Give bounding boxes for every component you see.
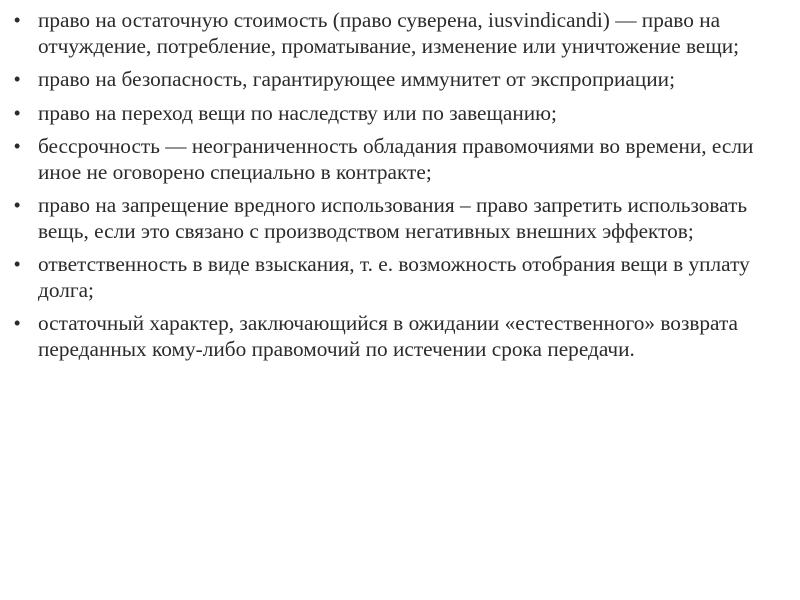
- list-item-text: право на запрещение вредного использования – право запретить использовать вещь, если это связано с производством негативных внешних эффектов;: [38, 193, 748, 243]
- list-item-text: бессрочность — неограниченность обладания правомочиями во времени, если иное не оговорено специально в контракте;: [38, 134, 754, 184]
- bullet-icon: •: [14, 136, 21, 156]
- bullet-icon: •: [14, 102, 21, 123]
- list-item: [14, 134, 789, 185]
- list-item: [14, 311, 789, 362]
- bullet-icon: •: [14, 69, 21, 89]
- bullet-icon: •: [14, 10, 21, 30]
- list-item: [14, 101, 789, 127]
- bullet-icon: •: [14, 254, 21, 274]
- list-item: [14, 252, 789, 303]
- list-item-text: ответственность в виде взыскания, т. е. возможность отобрания вещи в уплату долга;: [38, 252, 750, 302]
- bullet-icon: •: [14, 195, 21, 215]
- bullet-icon: •: [14, 313, 21, 333]
- list-item: [14, 67, 789, 93]
- list-item: [14, 193, 789, 244]
- list-item-text: право на остаточную стоимость (право суверена, iusvindicandi) — право на отчуждение, потребление, проматывание, изменение или уничтожение вещи;: [38, 8, 740, 58]
- list-item-text: право на переход вещи по наследству или по завещанию;: [38, 100, 557, 125]
- list-item-text: остаточный характер, заключающийся в ожидании «естественного» возврата переданных кому-либо правомочий по истечении срока передачи.: [38, 311, 738, 361]
- list-item-text: право на безопасность, гарантирующее иммунитет от экспроприации;: [38, 67, 675, 91]
- list-item: [14, 8, 789, 59]
- bullet-list: [14, 8, 789, 370]
